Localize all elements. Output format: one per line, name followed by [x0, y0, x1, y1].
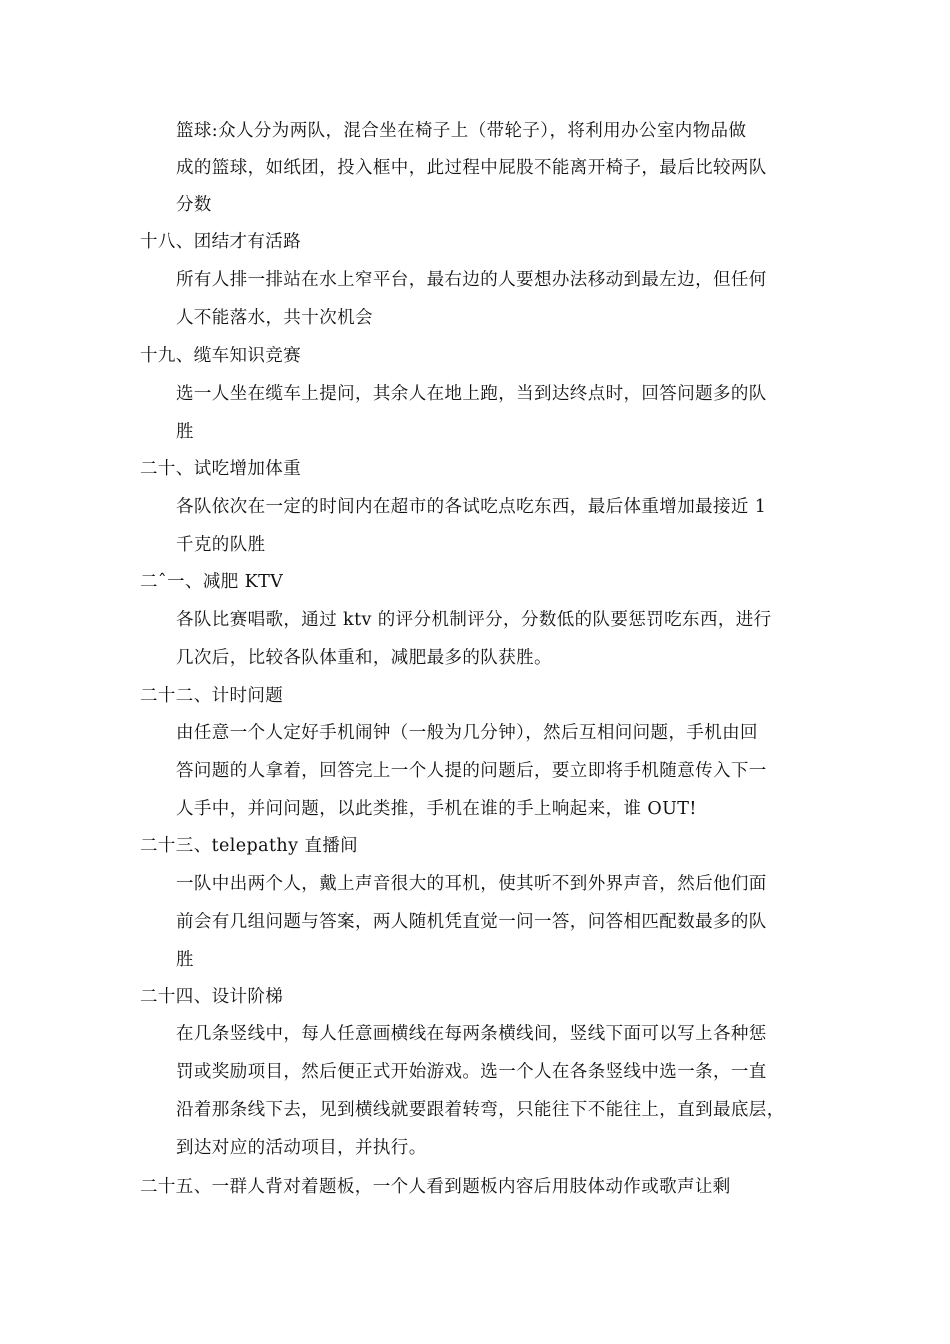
section-heading: 二十三、telepathy 直播间 [140, 836, 359, 856]
body-text-line: 答问题的人拿着，回答完上一个人提的问题后，要立即将手机随意传入下一 [176, 761, 767, 781]
body-text-line: 成的篮球，如纸团，投入框中，此过程中屁股不能离开椅子，最后比较两队 [176, 158, 767, 178]
body-text-line: 分数 [176, 195, 212, 215]
section-heading: 十八、团结才有活路 [140, 232, 302, 252]
body-text-line: 到达对应的活动项目，并执行。 [176, 1138, 427, 1158]
body-text-line: 一队中出两个人，戴上声音很大的耳机，使其听不到外界声音，然后他们面 [176, 874, 767, 894]
body-text-line: 前会有几组问题与答案，两人随机凭直觉一问一答，问答相匹配数最多的队 [176, 912, 767, 932]
body-text-line: 在几条竖线中，每人任意画横线在每两条横线间，竖线下面可以写上各种惩 [176, 1024, 767, 1044]
section-heading: 二十、试吃增加体重 [140, 459, 302, 479]
section-heading: 二ˆ一、减肥 KTV [140, 572, 284, 592]
body-text-line: 沿着那条线下去，见到横线就要跟着转弯，只能往下不能往上，直到最底层， [176, 1100, 785, 1120]
section-heading: 二十四、设计阶梯 [140, 987, 284, 1007]
body-text-line: 几次后，比较各队体重和，减肥最多的队获胜。 [176, 648, 552, 668]
section-heading: 二十五、一群人背对着题板，一个人看到题板内容后用肢体动作或歌声让剩 [140, 1177, 731, 1197]
section-heading: 二十二、计时问题 [140, 686, 284, 706]
body-text-line: 胜 [176, 422, 194, 442]
body-text-line: 人手中，并问问题，以此类推，手机在谁的手上响起来，谁 OUT! [176, 799, 697, 819]
body-text-line: 人不能落水，共十次机会 [176, 308, 373, 328]
body-text-line: 所有人排一排站在水上窄平台，最右边的人要想办法移动到最左边，但任何 [176, 270, 767, 290]
body-text-line: 罚或奖励项目，然后便正式开始游戏。选一个人在各条竖线中选一条，一直 [176, 1062, 767, 1082]
section-heading: 十九、缆车知识竞赛 [140, 346, 302, 366]
body-text-line: 各队依次在一定的时间内在超市的各试吃点吃东西，最后体重增加最接近 1 [176, 497, 767, 517]
body-text-line: 千克的队胜 [176, 535, 266, 555]
body-text-line: 篮球:众人分为两队，混合坐在椅子上（带轮子），将利用办公室内物品做 [176, 121, 747, 141]
body-text-line: 胜 [176, 950, 194, 970]
body-text-line: 各队比赛唱歌，通过 ktv 的评分机制评分，分数低的队要惩罚吃东西，进行 [176, 610, 772, 630]
body-text-line: 由任意一个人定好手机闹钟（一般为几分钟），然后互相问问题，手机由回 [176, 723, 758, 743]
body-text-line: 选一人坐在缆车上提问，其余人在地上跑，当到达终点时，回答问题多的队 [176, 384, 767, 404]
